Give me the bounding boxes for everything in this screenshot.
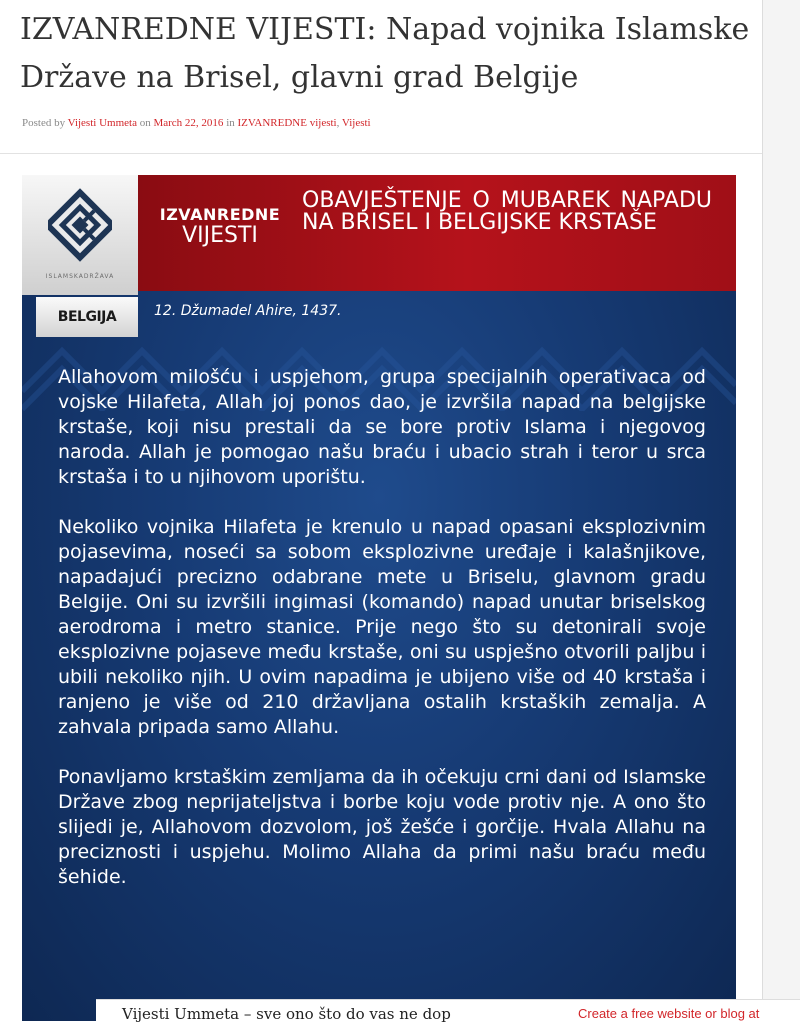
breaking-label-line1: IZVANREDNE — [159, 205, 281, 224]
header-divider — [0, 153, 762, 154]
country-tab: BELGIJA — [36, 297, 138, 337]
category-link-vijesti[interactable]: Vijesti — [341, 117, 371, 129]
breaking-news-banner — [138, 175, 736, 291]
statement-paragraph: Ponavljamo krstaškim zemljama da ih očekuju crni dani od Islamske Države zbog neprijateljstva i borbe koju vode protiv nje. A ono što slijedi je, Allahovom dozvolom, još žešće i gorčije. Hvala Allahu na preciznosti i uspjehu. Molimo Allaha da primi našu braću među šehide. — [58, 766, 706, 888]
on-label: on — [139, 117, 151, 129]
post-image — [22, 175, 736, 1021]
posted-by-label: Posted by — [22, 117, 66, 129]
create-website-link[interactable]: Create a free website or blog at — [578, 1006, 760, 1021]
category-link-izvanredne[interactable]: IZVANREDNE vijesti — [237, 117, 337, 129]
post-title: IZVANREDNE VIJESTI: Napad vojnika Islamske Države na Brisel, glavni grad Belgije — [20, 12, 750, 95]
footer-bar — [96, 999, 800, 1022]
statement-body — [58, 365, 706, 915]
logo-caption: ISLAMSKADRŽAVA — [45, 273, 115, 280]
post-date-link[interactable]: March 22, 2016 — [153, 117, 224, 129]
site-tagline: Vijesti Ummeta – sve ono što do vas ne dop — [122, 1005, 451, 1023]
banner-headline: OBAVJEŠTENJE O MUBAREK NAPADU NA BRISEL I BELGIJSKE KRSTAŠE — [302, 188, 712, 235]
category-separator: , — [336, 117, 340, 129]
statement-paragraph: Allahovom milošću i uspjehom, grupa specijalnih operativaca od vojske Hilafeta, Allah joj ponos dao, je izvršila napad na belgijske krstaše, koji nisu prestali da se bore protiv Islama i njegovog naroda. Allah je pomogao našu braću i ubacio strah i teror u srca krstaša i to u njihovom uporištu. — [58, 366, 706, 488]
hijri-date: 12. Džumadel Ahire, 1437. — [154, 303, 342, 319]
breaking-news-label — [150, 205, 290, 248]
in-label: in — [226, 117, 235, 129]
logo-emblem-icon — [48, 185, 112, 269]
breaking-label-line2: VIJESTI — [182, 223, 258, 248]
post-meta — [22, 117, 371, 129]
islamic-state-logo — [22, 175, 138, 295]
statement-paragraph: Nekoliko vojnika Hilafeta je krenulo u napad opasani eksplozivnim pojasevima, noseći sa sobom eksplozivne uređaje i kalašnjikove, napadajući precizno odabrane mete u Briselu, glavnom gradu Belgije. Oni su izvršili ingimasi (komando) napad unutar briselskog aerodroma i metro stanice. Prije nego što su detonirali svoje eksplozivne pojaseve među krstaše, oni su uspješno otvorili paljbu i ubili nekoliko njih. U ovim napadima je ubijeno više od 40 krstaša i ranjeno je više od 210 državljana ostalih krstaških zemalja. A zahvala pripada samo Allahu. — [58, 516, 706, 738]
author-link[interactable]: Vijesti Ummeta — [67, 117, 137, 129]
sidebar-strip — [763, 0, 800, 1021]
